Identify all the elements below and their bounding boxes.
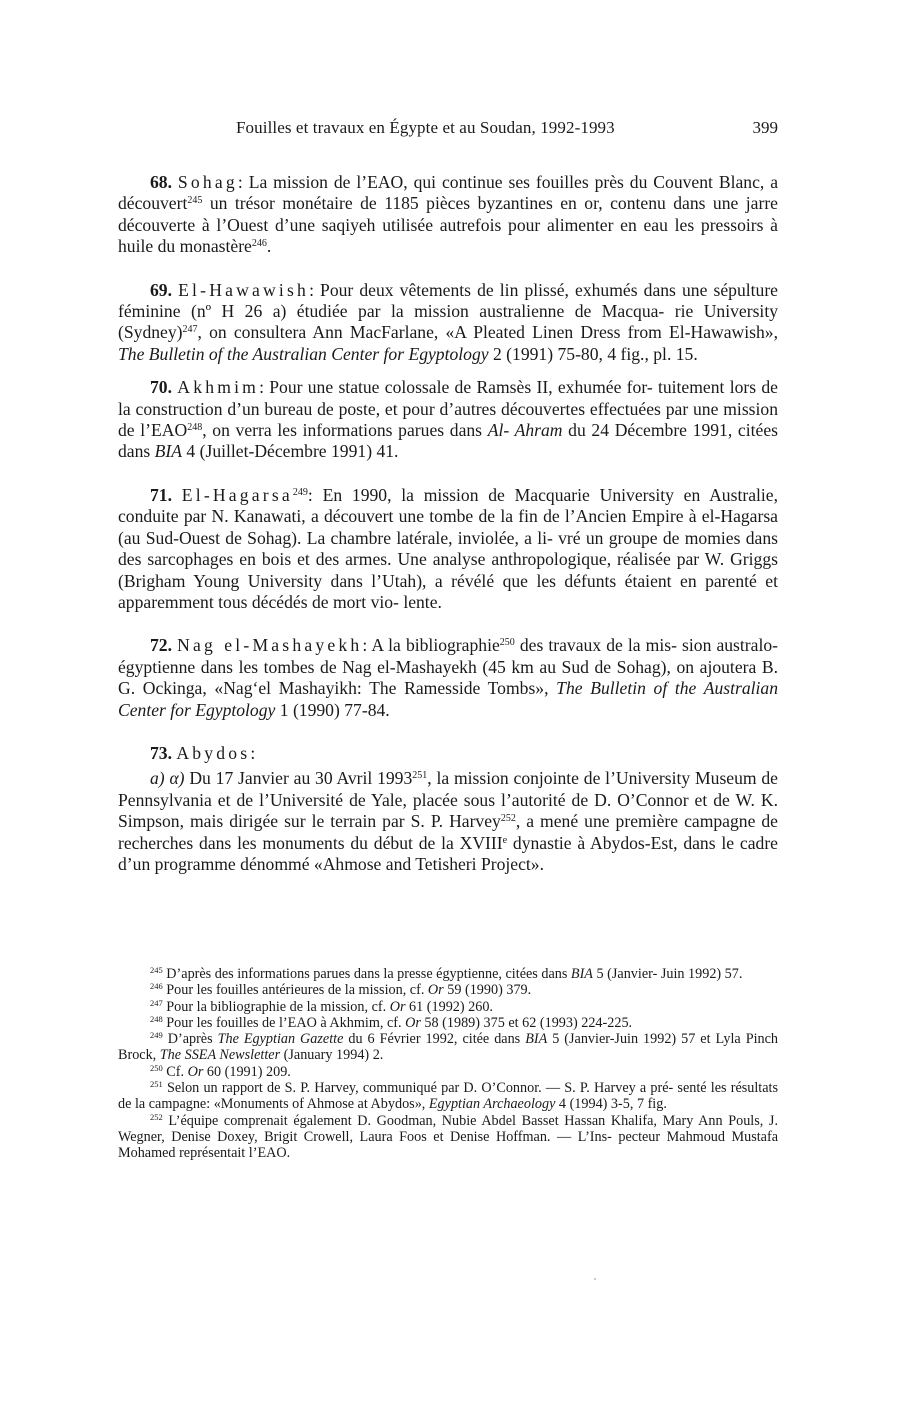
footnote-text: du 6 Février 1992, citée dans <box>343 1031 526 1048</box>
journal-title: Or <box>405 1014 421 1031</box>
sub-section-label: a) α) <box>150 768 185 789</box>
site-name: Akhmim <box>177 377 260 398</box>
footnote-ref[interactable]: 245 <box>187 195 203 207</box>
entry-text: : A la bibliographie <box>362 635 500 656</box>
entry-text: . <box>266 236 272 257</box>
journal-title: Or <box>187 1063 204 1080</box>
entry-69 <box>118 280 778 366</box>
entry-73 <box>118 743 778 764</box>
entry-text: : En 1990, la mission de Macquarie University en Australie, conduite par N. Kanawati, a découvert une tombe de la fin de l’Ancien Empire à el-Hagarsa (au Sud-Ouest de Sohag). La chambre latérale, inviolée, a li- vré un groupe de momies dans des sarcophages en bois et des armes. Une analyse anthropologique, réalisée par W. Griggs (Brigham Young University dans l’Utah), a révélé que les défunts étaient en parenté et apparemment tous décédés de mort vio- lente. <box>118 484 778 612</box>
footnote-251 <box>118 1080 778 1113</box>
entry-text: du 24 Décembre 1991, citées dans <box>118 420 778 462</box>
footnote-text: 61 (1992) 260. <box>405 998 493 1015</box>
page-number: 399 <box>752 118 778 137</box>
footnote-248 <box>118 1015 778 1031</box>
footnote-text: 60 (1991) 209. <box>203 1063 291 1080</box>
journal-title: The SSEA Newsletter <box>159 1047 281 1064</box>
footnote-text: L’équipe comprenait également D. Goodman, Nubie Abdel Basset Hassan Khalifa, Mary Ann Pouls, J. Wegner, Denise Doxey, Brigit Crowell, Laura Foos et Denise Hoffman. — L’Ins- pecteur Mahmoud Mustafa Mohamed représentait l’EAO. <box>118 1112 778 1162</box>
entry-number: 68. <box>150 172 172 192</box>
journal-title: BIA <box>154 441 183 462</box>
entry-text: , on verra les informations parues dans <box>202 420 488 441</box>
footnote-number: 250 <box>150 1062 163 1073</box>
footnote-text: (January 1994) 2. <box>280 1047 384 1064</box>
entry-73-a <box>118 768 778 875</box>
footnote-number: 245 <box>150 965 163 975</box>
journal-title: The Bulletin of the Australian Center for Egyptology <box>118 343 489 364</box>
footnote-ref[interactable]: 248 <box>187 422 203 434</box>
journal-title: BIA <box>525 1031 548 1048</box>
footnote-252 <box>118 1113 778 1162</box>
entry-text: , on consultera Ann MacFarlane, «A Pleated Linen Dress from El-Hawawish», <box>197 322 778 343</box>
footnote-number: 251 <box>150 1079 163 1090</box>
entry-number: 70. <box>150 377 172 398</box>
journal-title: Or <box>389 998 406 1015</box>
footnote-250 <box>118 1064 778 1080</box>
footnote-246 <box>118 982 778 998</box>
entry-text: , a mené une première campagne de recherches dans les monuments du début de la XVIII <box>118 811 778 853</box>
entry-text: dynastie à Abydos-Est, dans le cadre d’un programme dénommé «Ahmose and Tetisheri Project». <box>118 832 778 874</box>
entry-text: : La mission de l’EAO, qui continue ses fouilles près du Couvent Blanc, a découvert <box>118 172 778 214</box>
entry-71 <box>118 485 778 613</box>
running-head <box>118 118 778 140</box>
site-name: Abydos <box>176 742 251 763</box>
entry-text: Du 17 Janvier au 30 Avril 1993 <box>184 768 413 789</box>
footnote-number: 247 <box>150 997 163 1008</box>
footnote-text: D’après <box>162 1031 218 1048</box>
footnote-247 <box>118 999 778 1015</box>
footnote-text: Pour les fouilles de l’EAO à Akhmim, cf. <box>162 1014 406 1031</box>
entry-text: : <box>250 742 256 763</box>
entry-text: 4 (Juillet-Décembre 1991) 41. <box>182 441 399 462</box>
entry-text: : Pour deux vêtements de lin plissé, exhumés dans une sépulture féminine (nº H 26 a) étudiée par la mission australienne de Macqua- rie University (Sydney) <box>118 279 778 343</box>
superscript-e: e <box>502 834 508 846</box>
footnote-text: 59 (1990) 379. <box>443 982 532 999</box>
footnote-number: 249 <box>150 1030 163 1041</box>
entry-text: un trésor monétaire de 1185 pièces byzantines en or, contenu dans une jarre découverte à l’Ouest d’une saqiyeh utilisée autrefois pour alimenter en eau les pressoirs à huile du monastère <box>118 193 778 257</box>
journal-title: The Bulletin of the Australian Center for Egyptology <box>118 678 778 720</box>
site-name: Nag el-Mashayekh <box>177 635 363 656</box>
journal-title: Al- Ahram <box>487 420 563 441</box>
site-name: El-Hawawish <box>178 279 310 300</box>
journal-title: The Egyptian Gazette <box>217 1031 344 1048</box>
entry-text: : Pour une statue colossale de Ramsès II, exhumée for- tuitement lors de la construction d’un bureau de poste, et pour d’autres découvertes effectuées par une mission de l’EAO <box>118 377 778 441</box>
entry-number: 72. <box>150 635 172 656</box>
footnote-text: 5 (Janvier- Juin 1992) 57. <box>592 966 743 982</box>
footnote-text: 5 (Janvier-Juin 1992) 57 et Lyla Pinch Brock, <box>118 1031 779 1064</box>
journal-title: Egyptian Archaeology <box>428 1096 556 1113</box>
entry-number: 71. <box>150 484 172 505</box>
entry-text: 1 (1990) 77-84. <box>275 699 390 720</box>
footnote-ref[interactable]: 252 <box>500 813 516 825</box>
entry-text: des travaux de la mis- sion australo-égyptienne dans les tombes de Nag el-Mashayekh (45 km au Sud de Sohag), on ajoutera B. G. Ockinga, «Nag‘el Mashayikh: The Ramesside Tombs», <box>118 635 779 699</box>
site-name: Sohag <box>177 172 238 192</box>
entry-text: 2 (1991) 75-80, 4 fig., pl. 15. <box>488 343 698 364</box>
body-text <box>118 172 778 875</box>
footnote-text: Pour les fouilles antérieures de la mission, cf. <box>162 982 428 999</box>
footnote-text: Pour la bibliographie de la mission, cf. <box>162 998 390 1015</box>
footnote-ref[interactable]: 249 <box>292 486 308 498</box>
footnote-number: 252 <box>150 1111 163 1122</box>
journal-title: Or <box>427 982 444 999</box>
entry-72 <box>118 635 778 721</box>
footnote-249 <box>118 1031 778 1064</box>
footnote-ref[interactable]: 250 <box>499 637 515 649</box>
entry-70 <box>118 377 778 463</box>
entry-text: , la mission conjointe de l’University Museum de Pennsylvania et de l’Université de Yale, placée sous l’autorité de D. O’Connor et de W. K. Simpson, mais dirigée sur le terrain par S. P. Harvey <box>118 768 778 832</box>
footnote-text: 4 (1994) 3-5, 7 fig. <box>555 1096 667 1113</box>
site-name: El-Hagarsa <box>181 484 293 505</box>
running-title: Fouilles et travaux en Égypte et au Soudan, 1992-1993 <box>236 118 615 137</box>
entry-number: 73. <box>150 742 172 763</box>
footnote-text: Cf. <box>162 1063 188 1080</box>
footnote-number: 246 <box>150 981 163 992</box>
footnote-text: 58 (1989) 375 et 62 (1993) 224-225. <box>420 1014 633 1031</box>
page-speck <box>594 1278 596 1280</box>
footnotes <box>118 966 778 1162</box>
footnote-245 <box>118 966 778 982</box>
footnote-number: 248 <box>150 1013 163 1024</box>
footnote-text: Selon un rapport de S. P. Harvey, communiqué par D. O’Connor. — S. P. Harvey a pré- senté les résultats de la campagne: «Monuments of Ahmose at Abydos», <box>118 1080 778 1113</box>
footnote-ref[interactable]: 251 <box>412 770 428 782</box>
footnote-text: D’après des informations parues dans la presse égyptienne, citées dans <box>162 966 571 982</box>
entry-68 <box>118 172 778 258</box>
footnote-ref[interactable]: 246 <box>251 238 267 250</box>
journal-title: BIA <box>570 966 593 982</box>
entry-number: 69. <box>150 279 172 300</box>
footnote-ref[interactable]: 247 <box>182 324 198 336</box>
